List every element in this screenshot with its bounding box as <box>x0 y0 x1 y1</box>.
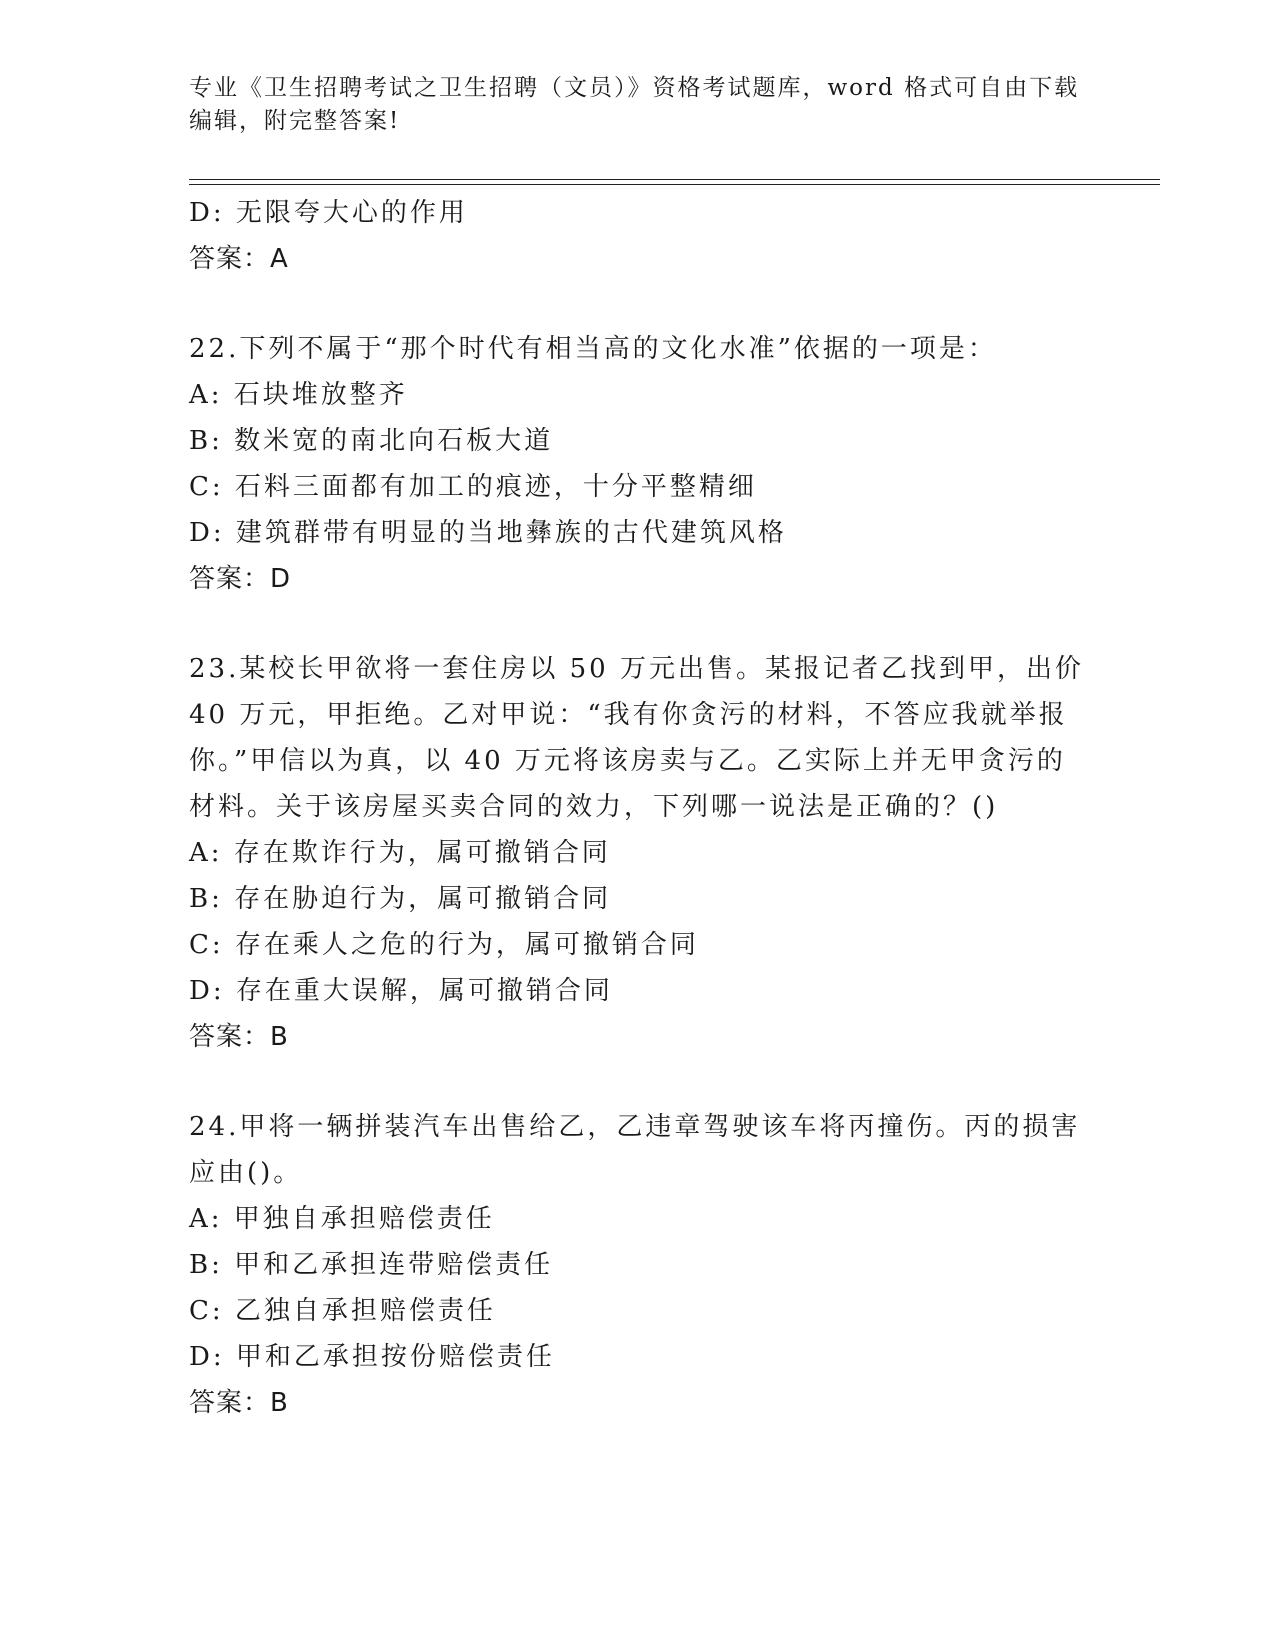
question-stem-line: 24.甲将一辆拼装汽车出售给乙，乙违章驾驶该车将丙撞伤。丙的损害 <box>189 1112 1081 1142</box>
option-a: A: 存在欺诈行为，属可撤销合同 <box>189 838 611 868</box>
question-23 <box>189 646 1089 1060</box>
option-c: C: 乙独自承担赔偿责任 <box>189 1296 496 1326</box>
header-line-1: 专业《卫生招聘考试之卫生招聘（文员）》资格考试题库，word 格式可自由下载 <box>189 75 1080 101</box>
document-header <box>189 72 1089 138</box>
answer: 答案：A <box>189 244 289 274</box>
header-line-2: 编辑，附完整答案! <box>189 108 401 134</box>
option-c: C: 存在乘人之危的行为，属可撤销合同 <box>189 930 699 960</box>
header-divider-bottom <box>189 184 1160 185</box>
spacer <box>189 1060 1089 1104</box>
question-stem-line: 你。”甲信以为真，以 40 万元将该房卖与乙。乙实际上并无甲贪污的 <box>189 746 1066 776</box>
header-divider-top <box>189 179 1160 180</box>
question-stem-line: 40 万元，甲拒绝。乙对甲说：“我有你贪污的材料，不答应我就举报 <box>189 700 1068 730</box>
option-b: B: 甲和乙承担连带赔偿责任 <box>189 1250 554 1280</box>
question-stem-line: 应由()。 <box>189 1158 303 1188</box>
question-list <box>189 190 1089 1426</box>
question-stem-line: 材料。关于该房屋买卖合同的效力，下列哪一说法是正确的？() <box>189 792 999 822</box>
option-b: B: 数米宽的南北向石板大道 <box>189 426 554 456</box>
question-stem-line: 23.某校长甲欲将一套住房以 50 万元出售。某报记者乙找到甲，出价 <box>189 654 1084 684</box>
answer: 答案：B <box>189 1022 289 1052</box>
option-c: C: 石料三面都有加工的痕迹，十分平整精细 <box>189 472 757 502</box>
question-24 <box>189 1104 1089 1426</box>
option-a: A: 石块堆放整齐 <box>189 380 408 410</box>
option-a: A: 甲独自承担赔偿责任 <box>189 1204 495 1234</box>
question-21 <box>189 190 1089 282</box>
option-d: D: 存在重大误解，属可撤销合同 <box>189 976 613 1006</box>
option-d: D: 建筑群带有明显的当地彝族的古代建筑风格 <box>189 518 787 548</box>
option-d: D: 无限夸大心的作用 <box>189 198 468 228</box>
option-d: D: 甲和乙承担按份赔偿责任 <box>189 1342 555 1372</box>
question-stem: 22.下列不属于“那个时代有相当高的文化水准”依据的一项是： <box>189 334 997 364</box>
spacer <box>189 602 1089 646</box>
answer: 答案：D <box>189 564 292 594</box>
question-22 <box>189 326 1089 602</box>
spacer <box>189 282 1089 326</box>
answer: 答案：B <box>189 1388 289 1418</box>
option-b: B: 存在胁迫行为，属可撤销合同 <box>189 884 612 914</box>
